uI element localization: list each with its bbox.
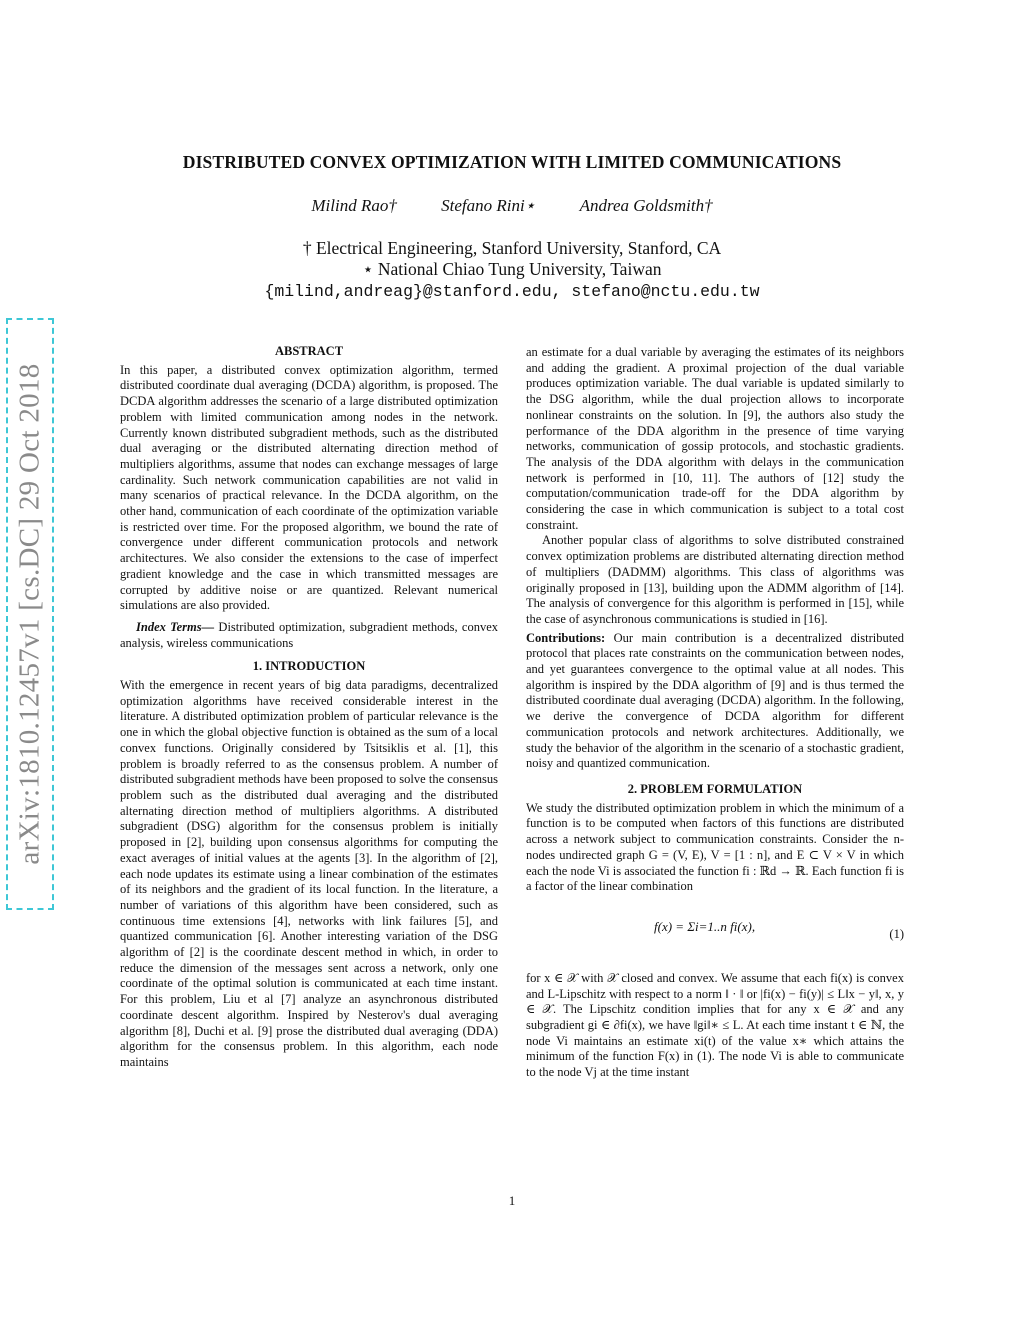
right-column	[526, 345, 904, 1081]
section-heading-introduction: 1. INTRODUCTION	[252, 659, 366, 674]
affiliation: ⋆ National Chiao Tung University, Taiwan	[362, 259, 662, 279]
author-name: Andrea Goldsmith†	[579, 196, 713, 215]
contributions-text: Our main contribution is a decentralized distributed protocol that places rate constraints on the communication between nodes, and yet guarantees convergence to the optimal value at all nodes. This algorithm is inspired by the DDA algorithm of [9] and is thus termed the distributed coordinate dual averaging (DCDA) algorithm. In the following, we derive the convergence of DCDA algorithm for different communication protocols and network architectures. Additionally, we study the behavior of the algorithm in the scenario of a stochastic gradient, noisy and quantized communication.	[526, 630, 904, 771]
left-column	[120, 344, 498, 1071]
index-terms-text: Distributed optimization, subgradient methods, convex analysis, wireless communications	[120, 619, 498, 650]
arxiv-stamp-text: arXiv:1810.12457v1 [cs.DC] 29 Oct 2018	[13, 363, 46, 865]
contributions-paragraph	[526, 631, 904, 772]
paragraph: for x ∈ 𝒳 with 𝒳 closed and convex. We assume that each fi(x) is convex and L-Lipschitz with respect to a norm ‖ · ‖ or |fi(x) − fi(y)| ≤ L‖x − y‖, x, y ∈ 𝒳. The Lipschitz condition implies that for any x ∈ 𝒳 and any subgradient gi ∈ ∂fi(x), we have ‖gi‖∗ ≤ L. At each time instant t ∈ ℕ, the node Vi maintains an estimate xi(t) of the value x∗ which attains the minimum of the function F(x) in (1). The node Vi is able to communicate to the node Vj at the time instant	[526, 970, 904, 1080]
arxiv-watermark	[6, 318, 54, 910]
paper-title: DISTRIBUTED CONVEX OPTIMIZATION WITH LIMITED COMMUNICATIONS	[182, 152, 842, 172]
abstract-heading: ABSTRACT	[274, 344, 344, 358]
author-list	[0, 196, 1024, 216]
section-heading-problem-formulation: 2. PROBLEM FORMULATION	[627, 781, 803, 796]
index-terms-label: Index Terms—	[136, 619, 215, 634]
author-name: Milind Rao†	[311, 196, 397, 215]
affiliation: † Electrical Engineering, Stanford University, Stanford, CA	[302, 238, 722, 258]
paragraph: We study the distributed optimization problem in which the minimum of a function is to be computed when factors of this functions are distributed across a network subject to communication constraints. Consider the n-nodes undirected graph G = (V, E), V = [1 : n], and E ⊂ V × V in which each the node Vi is associated the function fi : ℝd → ℝ. Each function fi is a factor of the linear combination	[526, 800, 904, 894]
abstract-text: In this paper, a distributed convex optimization algorithm, termed distributed coordinate dual averaging (DCDA) algorithm, is proposed. The DCDA algorithm addresses the scenario of a large distributed optimization problem with limited communication among nodes in the network. Currently known distributed subgradient methods, such as the distributed dual averaging or the distributed alternating direction method of multipliers algorithms, assume that nodes can exchange messages of large cardinality. Such network communication capabilities are not valid in many scenarios of practical relevance. In the DCDA algorithm, on the other hand, communication of each coordinate of the optimization variable is restricted over time. For the proposed algorithm, we bound the rate of convergence under different communication protocols and network architectures. We also consider the extensions to the case of imperfect gradient knowledge and the case in which transmitted messages are corrupted by additive noise or are quantized. Relevant numerical simulations are also provided.	[120, 362, 498, 613]
paragraph: Another popular class of algorithms to solve distributed constrained convex optimization problems are distributed alternating direction method of multipliers (DADMM) algorithms. This class of algorithms was originally proposed in [13], building upon the ADMM algorithm of [14]. The analysis of convergence for this algorithm is performed in [15], while the case of asynchronous communications is studied in [16].	[526, 533, 904, 626]
index-terms	[120, 620, 498, 651]
intro-text: With the emergence in recent years of big data paradigms, decentralized optimization algorithms have received considerable interest in the literature. A distributed optimization problem of particular relevance is the one in which the global objective function is obtained as the sum of a local convex functions. Originally considered by Tsitsiklis et al. [1], this problem is broadly referred to as the consensus problem. A number of distributed subgradient methods have been proposed to solve the consensus problem such as the distributed dual averaging and the distributed alternating direction method of multipliers algorithms. A distributed subgradient (DSG) algorithm for the consensus problem is initially proposed in [2], building upon consensus algorithms for computing the exact averages of initial values at the agents [3]. In the algorithm of [2], each node updates its estimate using a linear combination of the estimates of its neighbors and the gradient of its local function. In the literature, a number of variations of this algorithm have been considered, such as continuous time extensions [4], networks with link failures [5], and quantized communication [6]. Another interesting variation of the DSG algorithm of [2] is the coordinate descent method in which, in order to reduce the dimension of the messages sent across a network, only one coordinate of the optimal solution is communicated at each time instant. For this problem, Liu et al [7] analyze an asynchronous distributed coordinate descent algorithm. Inspired by Nesterov's dual averaging algorithm [8], Duchi et al. [9] prose the distributed dual averaging (DDA) algorithm for the consensus problem. In this algorithm, each node maintains	[120, 678, 498, 1069]
equation-body: f(x) = Σi=1..n fi(x),	[654, 918, 756, 934]
author-name: Stefano Rini⋆	[441, 196, 536, 215]
author-emails: {milind,andreag}@stanford.edu, stefano@nctu.edu.tw	[264, 282, 760, 301]
page-number: 1	[508, 1193, 516, 1208]
contributions-label: Contributions:	[526, 630, 606, 645]
paragraph: an estimate for a dual variable by averaging the estimates of its neighbors and adding the gradient. A proximal projection of the dual variable produces optimization variable. The dual variable is updated similarly to the DSG algorithm, while the dual projection allows to incorporate nonlinear constraints on the solution. In [9], the authors also study the performance of the DDA algorithm in the presence of time varying networks, communication of gossip protocols, and stochastic gradients. The analysis of the DDA algorithm with delays in the communication network is performed in [10, 11]. The authors of [12] study the computation/communication trade-off for the DDA algorithm by considering the case in which communication is subject to a total cost constraint.	[526, 345, 904, 532]
equation-1	[526, 905, 904, 963]
equation-number: (1)	[889, 926, 904, 941]
